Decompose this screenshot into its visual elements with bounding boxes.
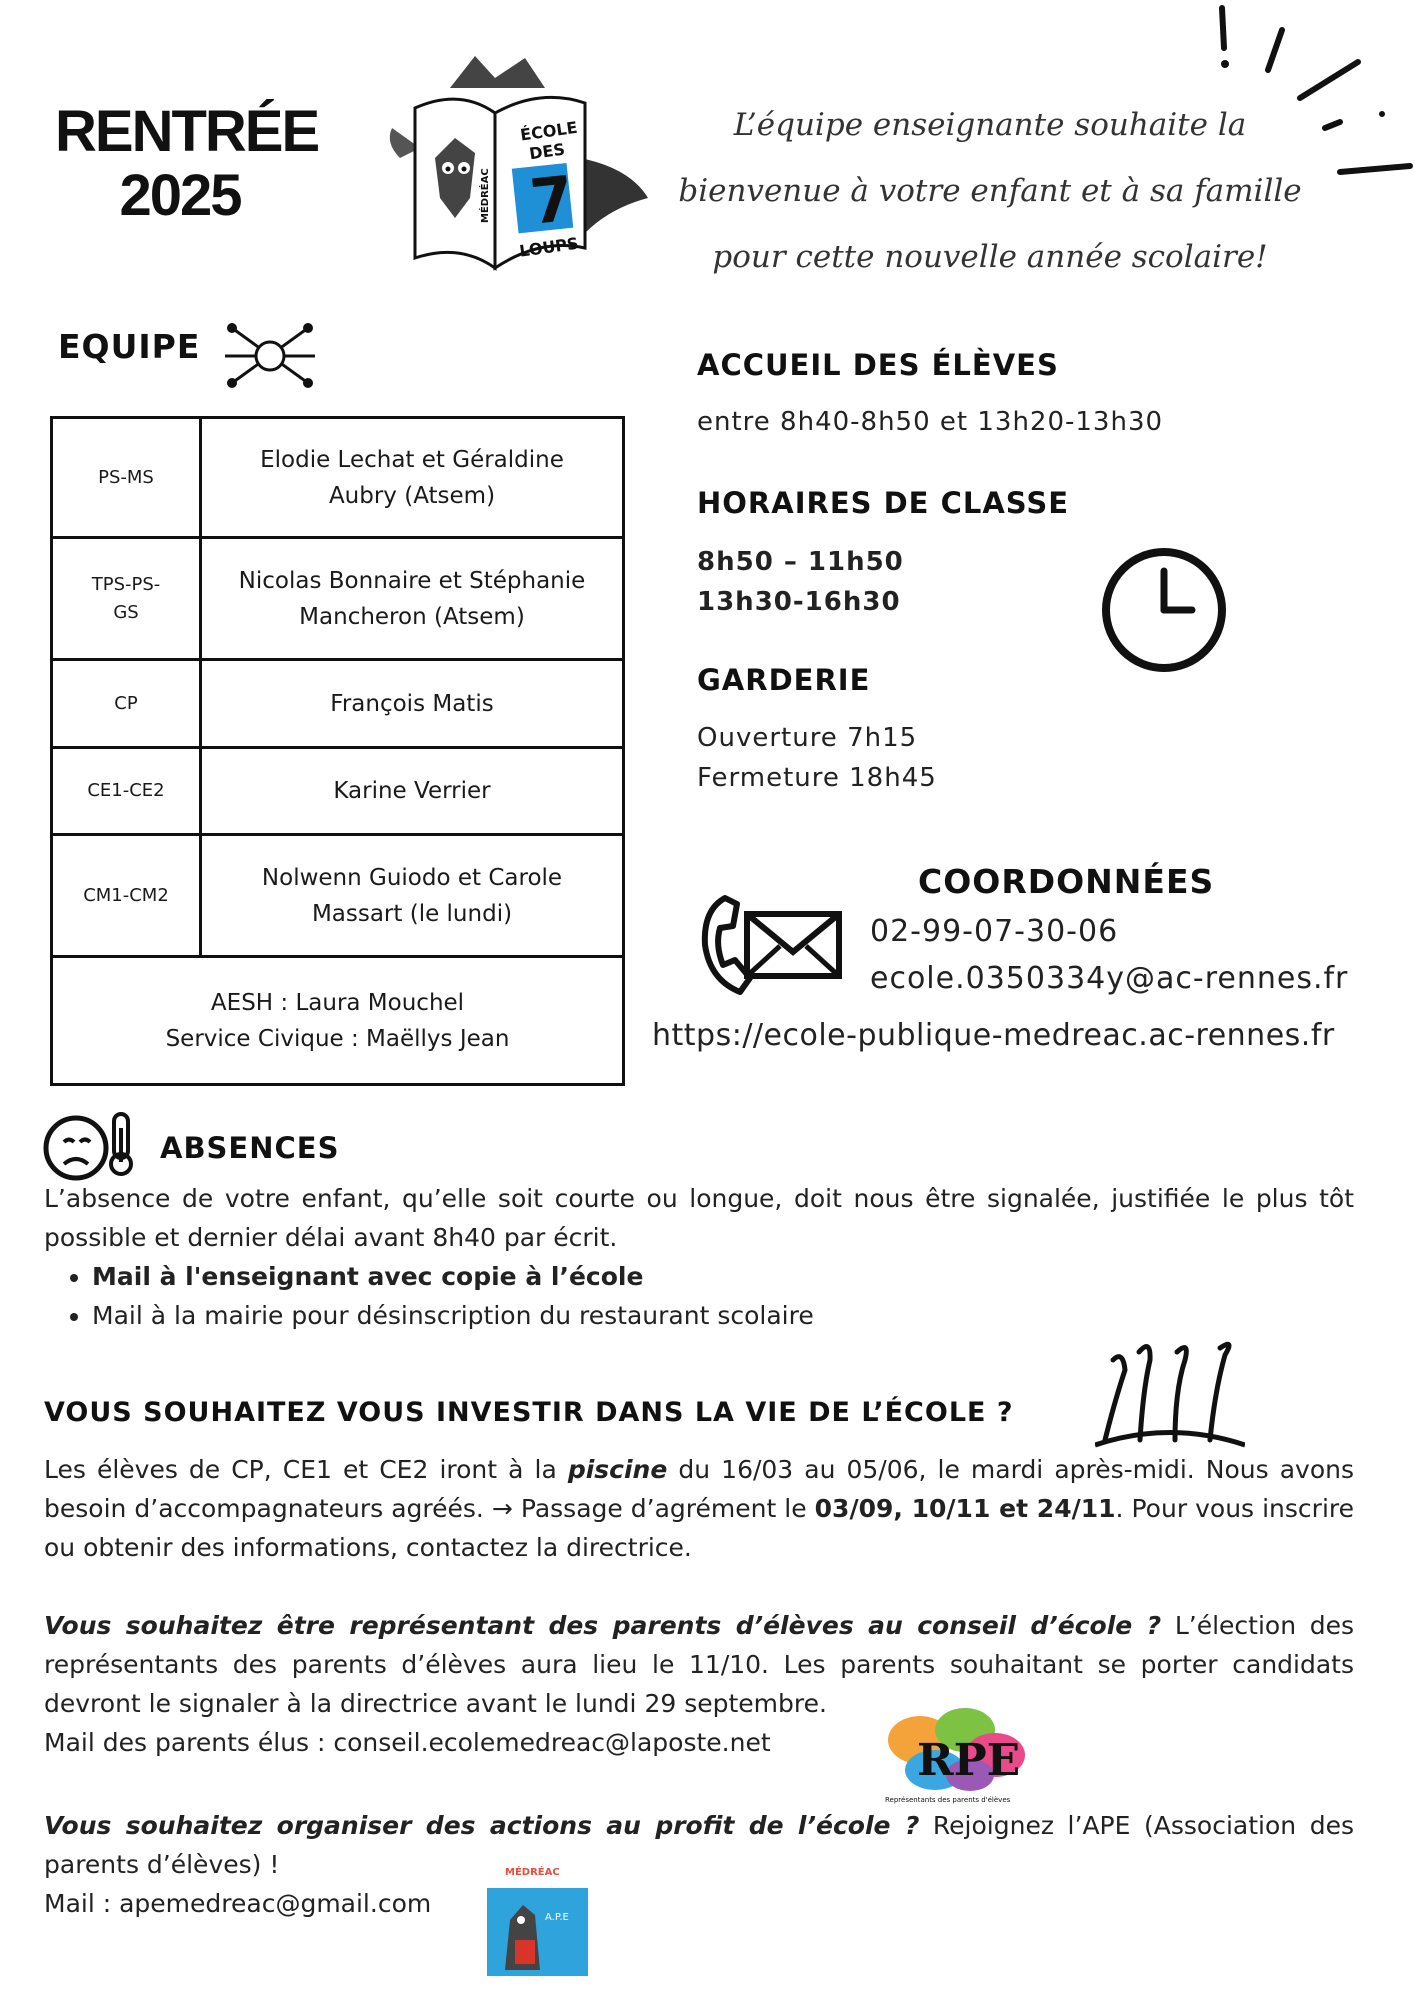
welcome-line2: bienvenue à votre enfant et à sa famille bbox=[678, 173, 1302, 209]
coordonnees-heading: COORDONNÉES bbox=[918, 862, 1215, 901]
teacher-cell: Karine Verrier bbox=[201, 748, 624, 835]
garderie-open: Ouverture 7h15 bbox=[697, 723, 918, 753]
absences-list bbox=[44, 1257, 1354, 1335]
parents-mail: Mail des parents élus : conseil.ecolemedreac@laposte.net bbox=[44, 1728, 771, 1757]
absences-bullet2: Mail à la mairie pour désinscription du restaurant scolaire bbox=[92, 1301, 814, 1330]
teacher-cell: Nicolas Bonnaire et Stéphanie Mancheron (Atsem) bbox=[201, 538, 624, 660]
class-cell: PS-MS bbox=[52, 418, 201, 538]
horaires-morning: 8h50 – 11h50 bbox=[697, 547, 904, 577]
equipe-heading: EQUIPE bbox=[58, 327, 201, 366]
teacher-cell: Nolwenn Guiodo et Carole Massart (le lundi) bbox=[201, 835, 624, 957]
ape-mail: Mail : apemedreac@gmail.com bbox=[44, 1889, 432, 1918]
team-table bbox=[50, 416, 625, 1086]
horaires-heading: HORAIRES DE CLASSE bbox=[697, 486, 1070, 520]
class-cell: CM1-CM2 bbox=[52, 835, 201, 957]
piscine-paragraph bbox=[44, 1450, 1354, 1567]
clock-icon bbox=[1100, 546, 1228, 674]
piscine-text-a: Les élèves de CP, CE1 et CE2 iront à la bbox=[44, 1455, 568, 1484]
ape-question: Vous souhaitez organiser des actions au profit de l’école ? bbox=[44, 1811, 920, 1840]
class-label: TPS-PS-GS bbox=[91, 573, 161, 623]
table-row bbox=[52, 538, 624, 660]
raised-hands-icon bbox=[1095, 1330, 1245, 1450]
logo-school-line3: LOUPS bbox=[518, 233, 580, 261]
table-row bbox=[52, 418, 624, 538]
ape-logo bbox=[485, 1860, 590, 1978]
absences-heading: ABSENCES bbox=[160, 1131, 340, 1165]
title-line1: RENTRÉE bbox=[55, 99, 319, 164]
representant-paragraph bbox=[44, 1606, 1354, 1762]
piscine-word: piscine bbox=[567, 1455, 668, 1484]
table-row bbox=[52, 748, 624, 835]
class-cell: CE1-CE2 bbox=[52, 748, 201, 835]
logo-school-line1: ÉCOLE bbox=[519, 117, 579, 145]
phone-number: 02-99-07-30-06 bbox=[870, 914, 1119, 949]
table-row bbox=[52, 660, 624, 748]
rpe-caption: Représentants des parents d'élèves bbox=[885, 1796, 1011, 1804]
table-row bbox=[52, 835, 624, 957]
logo-town: MÉDRÉAC bbox=[480, 168, 491, 223]
accueil-heading: ACCUEIL DES ÉLÈVES bbox=[697, 348, 1059, 382]
page-title bbox=[55, 99, 319, 228]
phone-mail-icon bbox=[695, 890, 845, 1000]
email-link[interactable]: ecole.0350334y@ac-rennes.fr bbox=[870, 961, 1349, 996]
garderie-close: Fermeture 18h45 bbox=[697, 763, 937, 793]
title-line2: 2025 bbox=[119, 163, 241, 228]
welcome-message bbox=[665, 92, 1315, 290]
staff-cell bbox=[52, 957, 624, 1085]
welcome-line3: pour cette nouvelle année scolaire! bbox=[712, 239, 1268, 275]
civique-text: Service Civique : Maëllys Jean bbox=[165, 1025, 510, 1052]
welcome-line1: L’équipe enseignante souhaite la bbox=[733, 107, 1247, 143]
accueil-text: entre 8h40-8h50 et 13h20-13h30 bbox=[697, 407, 1164, 437]
teacher-cell: Elodie Lechat et Géraldine Aubry (Atsem) bbox=[201, 418, 624, 538]
class-cell bbox=[52, 538, 201, 660]
class-cell: CP bbox=[52, 660, 201, 748]
rpe-text: RPE bbox=[917, 1735, 1021, 1786]
wolf-book-icon bbox=[380, 48, 660, 278]
ape-top: MÉDRÉAC bbox=[505, 1867, 560, 1878]
absences-bullet1: Mail à l'enseignant avec copie à l’école bbox=[92, 1262, 644, 1291]
ape-paragraph bbox=[44, 1806, 1354, 1923]
ape-text: A.P.E bbox=[545, 1912, 569, 1923]
svg-text:7: 7 bbox=[526, 161, 578, 239]
absences-paragraph bbox=[44, 1179, 1354, 1335]
representant-question: Vous souhaitez être représentant des parents d’élèves au conseil d’école ? bbox=[44, 1611, 1162, 1640]
list-item bbox=[92, 1257, 1354, 1296]
garderie-heading: GARDERIE bbox=[697, 663, 871, 697]
website-link[interactable]: https://ecole-publique-medreac.ac-rennes.fr bbox=[652, 1018, 1335, 1053]
table-row bbox=[52, 957, 624, 1085]
ape-text: Rejoignez l’APE (Association des parents d’élèves) ! bbox=[44, 1811, 1354, 1879]
representant-text: L’élection des représentants des parents d’élèves aura lieu le 11/10. Les parents souhaitant se porter candidats devront le signaler à la directrice avant le lundi 29 septembre. bbox=[44, 1611, 1354, 1718]
piscine-text-e: . Pour vous inscrire ou obtenir des informations, contactez la directrice. bbox=[44, 1494, 1354, 1562]
sick-face-icon bbox=[40, 1106, 140, 1186]
logo-school-line2: DES bbox=[528, 139, 567, 164]
teamwork-icon bbox=[220, 318, 320, 393]
school-logo bbox=[380, 48, 660, 278]
teacher-cell: François Matis bbox=[201, 660, 624, 748]
horaires-afternoon: 13h30-16h30 bbox=[697, 587, 901, 617]
piscine-text-c: du 16/03 au 05/06, le mardi après-midi. Nous avons besoin d’accompagnateurs agréés. → Passage d’agrément le bbox=[44, 1455, 1354, 1523]
aesh-text: AESH : Laura Mouchel bbox=[210, 989, 465, 1016]
agrement-dates: 03/09, 10/11 et 24/11 bbox=[814, 1494, 1116, 1523]
investir-heading: VOUS SOUHAITEZ VOUS INVESTIR DANS LA VIE DE L’ÉCOLE ? bbox=[44, 1397, 1014, 1428]
rpe-logo bbox=[875, 1700, 1035, 1810]
absences-text: L’absence de votre enfant, qu’elle soit courte ou longue, doit nous être signalée, justifiée le plus tôt possible et dernier délai avant 8h40 par écrit. bbox=[44, 1184, 1354, 1252]
